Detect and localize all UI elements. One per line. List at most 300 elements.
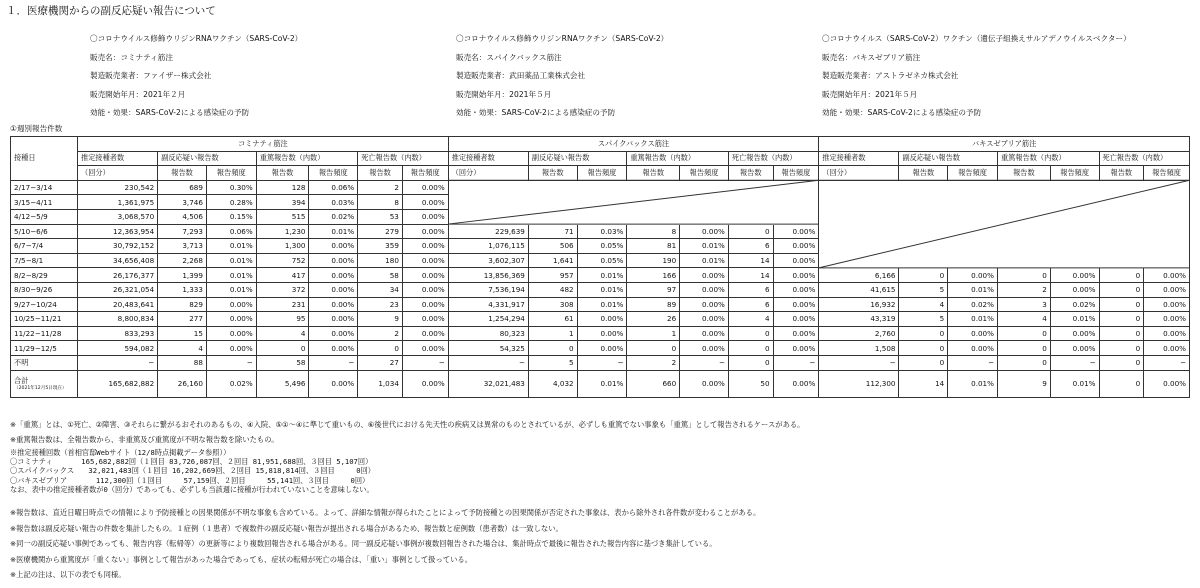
value-cell: 0.00% (402, 209, 448, 224)
value-cell: 0.02% (1050, 297, 1099, 312)
date-cell: 11/29−12/5 (11, 341, 78, 356)
empty-cell (528, 195, 577, 210)
vaccine-effect: 効能・効果：SARS-CoV-2による感染症の予防 (90, 108, 250, 117)
empty-cell (448, 209, 528, 224)
empty-cell (899, 239, 948, 254)
value-cell: 0.00% (1144, 268, 1190, 283)
empty-cell (1050, 209, 1099, 224)
value-cell: 0.00% (402, 282, 448, 297)
value-cell: 0.00% (773, 239, 819, 254)
header-row-metrics (11, 151, 1190, 166)
table-row (11, 253, 1190, 268)
metric-header: 推定接種者数 (819, 151, 899, 166)
value-cell: 0.15% (206, 209, 256, 224)
total-value-cell: 165,682,882 (78, 370, 158, 397)
sub-header: 報告数 (158, 166, 207, 181)
table-row (11, 355, 1190, 370)
value-cell: 0.00% (680, 224, 729, 239)
value-cell: 26,321,054 (78, 282, 158, 297)
date-cell: 11/22−11/28 (11, 326, 78, 341)
value-cell: 9 (358, 312, 403, 327)
value-cell: 1 (528, 326, 577, 341)
value-cell: 0.00% (948, 341, 998, 356)
value-cell: 8 (627, 224, 680, 239)
empty-cell (627, 180, 680, 195)
value-cell: 0.00% (1050, 282, 1099, 297)
value-cell: 0.00% (773, 341, 819, 356)
sub-header: 報告頻度 (402, 166, 448, 181)
vaccine-info-comirnaty (90, 30, 302, 123)
vaccine-brand: 販売名：コミナティ筋注 (90, 52, 173, 62)
value-cell: 0.01% (577, 297, 627, 312)
value-cell: 0 (627, 341, 680, 356)
value-cell: 43,319 (819, 312, 899, 327)
value-cell: 0.00% (680, 326, 729, 341)
value-cell: 0.01% (206, 253, 256, 268)
value-cell: 0 (1099, 312, 1144, 327)
vaccine-start: 販売開始年月：2021年２月 (90, 89, 186, 99)
empty-cell (773, 180, 819, 195)
value-cell: 417 (256, 268, 309, 283)
value-cell: 4 (158, 341, 207, 356)
total-value-cell: 0.01% (948, 370, 998, 397)
value-cell: 0.00% (773, 268, 819, 283)
value-cell: 0.02% (309, 209, 358, 224)
value-cell: 26,176,377 (78, 268, 158, 283)
table-row (11, 341, 1190, 356)
value-cell: 1,641 (528, 253, 577, 268)
date-cell: 7/5−8/1 (11, 253, 78, 268)
value-cell: − (819, 355, 899, 370)
total-date-note: （2021年12月5日現在） (14, 385, 67, 391)
empty-cell (627, 195, 680, 210)
date-cell: 不明 (11, 355, 78, 370)
value-cell: 7,536,194 (448, 282, 528, 297)
total-value-cell: 0 (1099, 370, 1144, 397)
empty-cell (773, 209, 819, 224)
empty-cell (997, 224, 1050, 239)
empty-cell (448, 180, 528, 195)
empty-cell (1050, 239, 1099, 254)
value-cell: 0.00% (402, 253, 448, 268)
value-cell: 4 (728, 312, 773, 327)
total-value-cell: 9 (997, 370, 1050, 397)
value-cell: 89 (627, 297, 680, 312)
note-line: ※重篤報告数は、全報告数から、非重篤及び重篤度が不明な報告数を除いたもの。 (10, 435, 279, 444)
value-cell: 20,483,641 (78, 297, 158, 312)
value-cell: 0.00% (402, 239, 448, 254)
value-cell: 0.01% (577, 282, 627, 297)
value-cell: 97 (627, 282, 680, 297)
sub-header: 報告頻度 (1144, 166, 1190, 181)
notes-top (10, 417, 804, 447)
value-cell: 3,746 (158, 195, 207, 210)
vaccine-brand: 販売名：バキスゼブリア筋注 (822, 52, 921, 62)
value-cell: 0.01% (948, 282, 998, 297)
value-cell: 0.00% (680, 282, 729, 297)
value-cell: 594,082 (78, 341, 158, 356)
sub-header: （回分） (78, 166, 158, 181)
vaccine-maker: 製造販売業者：武田薬品工業株式会社 (456, 71, 586, 80)
sub-header: 報告頻度 (680, 166, 729, 181)
value-cell: 3,602,307 (448, 253, 528, 268)
empty-cell (1144, 224, 1190, 239)
value-cell: 80,323 (448, 326, 528, 341)
note-line: ※「重篤」とは、①死亡、②障害、③それらに繋がるおそれのあるもの、④入院、⑤①〜④に準じて重いもの、⑥後世代における先天性の疾病又は異常のものとされているが、必ずしも重篤でない事象も「重篤」として報告されるケースがある。 (10, 420, 805, 429)
value-cell: 0.00% (402, 312, 448, 327)
value-cell: 0.00% (773, 312, 819, 327)
total-row (11, 370, 1190, 397)
value-cell: 359 (358, 239, 403, 254)
value-cell: 58 (256, 355, 309, 370)
metric-header: 死亡報告数（内数） (1099, 151, 1190, 166)
value-cell: 0 (1099, 355, 1144, 370)
metric-header: 死亡報告数（内数） (728, 151, 818, 166)
vaccine-effect: 効能・効果：SARS-CoV-2による感染症の予防 (822, 108, 982, 117)
estimated-doses-block: ※推定接種回数（首相官邸Webサイト（12/8時点掲載データ参照）） 〇コミナティ 165,682,882回（１回目 83,726,087回、２回目 81,951,688回、３回目 5,107回） 〇スパイクバックス 32,021,483回（１回目 16,202,669回、２回目 15,818,814回、３回目 0回） 〇バキスゼブリア 112,300回（１回目 57,159回、２回目 55,141回、３回目 0回） なお、表中の推定接種者数が0（回分）であっても、必ずしも当該週に接種が行われていないことを意味しない。 (10, 448, 375, 494)
value-cell: 482 (528, 282, 577, 297)
value-cell: − (680, 355, 729, 370)
empty-cell (899, 195, 948, 210)
note-line: ※報告数は、直近日曜日時点での情報により予防接種との因果関係が不明な事象も含めている。よって、詳細な情報が得られたことによって予防接種との因果関係が否定された事象は、表から除外され各件数が変わることがある。 (10, 508, 761, 517)
value-cell: 23 (358, 297, 403, 312)
value-cell: 752 (256, 253, 309, 268)
value-cell: 0.00% (680, 312, 729, 327)
value-cell: 0.00% (402, 297, 448, 312)
value-cell: 833,293 (78, 326, 158, 341)
value-cell: 0.00% (577, 326, 627, 341)
value-cell: 2 (997, 282, 1050, 297)
value-cell: 0.00% (948, 326, 998, 341)
value-cell: 231 (256, 297, 309, 312)
empty-cell (1099, 180, 1144, 195)
value-cell: 30,792,152 (78, 239, 158, 254)
value-cell: 180 (358, 253, 403, 268)
value-cell: − (577, 355, 627, 370)
vaccine-info-spikevax (456, 30, 668, 123)
value-cell: 308 (528, 297, 577, 312)
value-cell: 0.01% (577, 268, 627, 283)
sub-header: 報告数 (528, 166, 577, 181)
empty-cell (899, 253, 948, 268)
value-cell: 0 (997, 326, 1050, 341)
value-cell: − (309, 355, 358, 370)
empty-cell (948, 239, 998, 254)
value-cell: 14 (728, 253, 773, 268)
value-cell: − (948, 355, 998, 370)
sub-header: 報告数 (997, 166, 1050, 181)
value-cell: 0 (899, 355, 948, 370)
vaccine-maker: 製造販売業者：ファイザー株式会社 (90, 71, 212, 80)
value-cell: 506 (528, 239, 577, 254)
sub-header: 報告数 (899, 166, 948, 181)
value-cell: 0.00% (577, 341, 627, 356)
date-cell: 8/2−8/29 (11, 268, 78, 283)
note-line: ※上記の注は、以下の表でも同様。 (10, 570, 126, 579)
total-value-cell: 32,021,483 (448, 370, 528, 397)
value-cell: 0.00% (206, 326, 256, 341)
header-row-subheaders (11, 166, 1190, 181)
empty-cell (448, 195, 528, 210)
date-cell: 3/15−4/11 (11, 195, 78, 210)
table-row (11, 180, 1190, 195)
metric-header: 重篤報告数（内数） (256, 151, 358, 166)
value-cell: 4 (997, 312, 1050, 327)
value-cell: 1,230 (256, 224, 309, 239)
metric-header: 推定接種者数 (448, 151, 528, 166)
value-cell: 2,268 (158, 253, 207, 268)
total-value-cell: 26,160 (158, 370, 207, 397)
value-cell: 0.00% (773, 326, 819, 341)
value-cell: 0 (997, 341, 1050, 356)
empty-cell (819, 195, 899, 210)
value-cell: 0.00% (206, 312, 256, 327)
sub-header: 報告数 (627, 166, 680, 181)
value-cell: 3,068,570 (78, 209, 158, 224)
empty-cell (1144, 195, 1190, 210)
value-cell: 128 (256, 180, 309, 195)
empty-cell (728, 180, 773, 195)
value-cell: 0.00% (309, 341, 358, 356)
date-cell: 10/25−11/21 (11, 312, 78, 327)
value-cell: 0 (1099, 297, 1144, 312)
header-row-groups (11, 137, 1190, 152)
group-header: バキスゼブリア筋注 (819, 137, 1190, 152)
empty-cell (728, 195, 773, 210)
value-cell: 4,331,917 (448, 297, 528, 312)
value-cell: 13,856,369 (448, 268, 528, 283)
table-row (11, 282, 1190, 297)
empty-cell (997, 195, 1050, 210)
value-cell: 3 (997, 297, 1050, 312)
value-cell: 1,076,115 (448, 239, 528, 254)
value-cell: 0.00% (773, 224, 819, 239)
sub-header: 報告頻度 (1050, 166, 1099, 181)
value-cell: 5 (899, 312, 948, 327)
value-cell: 0.01% (1050, 312, 1099, 327)
table-row (11, 239, 1190, 254)
empty-cell (680, 195, 729, 210)
value-cell: 0.00% (1050, 341, 1099, 356)
table-row (11, 224, 1190, 239)
total-value-cell: 0.00% (402, 370, 448, 397)
value-cell: 1,300 (256, 239, 309, 254)
value-cell: 2 (358, 326, 403, 341)
metric-header: 死亡報告数（内数） (358, 151, 448, 166)
group-header: コミナティ筋注 (78, 137, 449, 152)
total-label: 合計 (14, 375, 29, 385)
empty-cell (948, 195, 998, 210)
value-cell: − (402, 355, 448, 370)
value-cell: 0.00% (402, 195, 448, 210)
total-value-cell: 14 (899, 370, 948, 397)
value-cell: 0.00% (680, 297, 729, 312)
value-cell: 8,800,834 (78, 312, 158, 327)
value-cell: 0.01% (206, 268, 256, 283)
empty-cell (1099, 253, 1144, 268)
value-cell: 0 (728, 341, 773, 356)
value-cell: − (78, 355, 158, 370)
total-label-cell (11, 370, 78, 397)
value-cell: 14 (728, 268, 773, 283)
value-cell: 1,508 (819, 341, 899, 356)
value-cell: 3,713 (158, 239, 207, 254)
date-cell: 6/7−7/4 (11, 239, 78, 254)
value-cell: 0 (1099, 326, 1144, 341)
note-line: ※医療機関から重篤度が「重くない」事例として報告があった場合であっても、症状の転帰が死亡の場合は、「重い」事例として扱っている。 (10, 554, 473, 564)
vaccine-info-vaxzevria (822, 30, 1131, 123)
value-cell: 166 (627, 268, 680, 283)
empty-cell (899, 180, 948, 195)
value-cell: 0.00% (948, 268, 998, 283)
sub-header: 報告頻度 (948, 166, 998, 181)
empty-cell (819, 209, 899, 224)
total-value-cell: 4,032 (528, 370, 577, 397)
value-cell: 0.00% (1144, 312, 1190, 327)
value-cell: 0 (899, 326, 948, 341)
value-cell: 689 (158, 180, 207, 195)
vaccine-name: 〇コロナウイルス修飾ウリジンRNAワクチン（SARS-CoV-2） (90, 34, 303, 43)
empty-cell (773, 195, 819, 210)
value-cell: 0.00% (773, 297, 819, 312)
value-cell: 6 (728, 282, 773, 297)
empty-cell (948, 209, 998, 224)
empty-cell (1099, 195, 1144, 210)
value-cell: 0.03% (577, 224, 627, 239)
metric-header: 副反応疑い報告数 (899, 151, 997, 166)
value-cell: 0.00% (1144, 282, 1190, 297)
note-line: ※同一の副反応疑い事例であっても、報告内容（転帰等）の更新等により複数回報告される場合がある。同一副反応疑い事例が複数回報告された場合は、集計時点で最後に報告された報告内容に基づき集計している。 (10, 539, 717, 548)
total-value-cell: 660 (627, 370, 680, 397)
empty-cell (1099, 224, 1144, 239)
value-cell: − (773, 355, 819, 370)
value-cell: 0.02% (948, 297, 998, 312)
value-cell: 1,333 (158, 282, 207, 297)
value-cell: 0 (256, 341, 309, 356)
empty-cell (1099, 239, 1144, 254)
value-cell: 16,932 (819, 297, 899, 312)
metric-header: 重篤報告数（内数） (627, 151, 729, 166)
value-cell: 61 (528, 312, 577, 327)
value-cell: 0.05% (577, 253, 627, 268)
vaccine-name: 〇コロナウイルス（SARS-CoV-2）ワクチン（遺伝子組換えサルアデノウイルスベクター） (822, 34, 1131, 43)
page-title: １．医療機関からの副反応疑い報告について (6, 5, 216, 17)
date-cell: 9/27−10/24 (11, 297, 78, 312)
empty-cell (997, 180, 1050, 195)
value-cell: 2 (627, 355, 680, 370)
vaccine-maker: 製造販売業者：アストラゼネカ株式会社 (822, 71, 959, 80)
value-cell: 0.00% (1050, 326, 1099, 341)
value-cell: 190 (627, 253, 680, 268)
value-cell: 81 (627, 239, 680, 254)
value-cell: 54,325 (448, 341, 528, 356)
sub-header: 報告数 (728, 166, 773, 181)
value-cell: 0.01% (206, 282, 256, 297)
empty-cell (819, 180, 899, 195)
value-cell: 0.00% (309, 268, 358, 283)
total-value-cell: 0.02% (206, 370, 256, 397)
value-cell: 0.01% (948, 312, 998, 327)
total-value-cell: 0.00% (1144, 370, 1190, 397)
value-cell: 88 (158, 355, 207, 370)
value-cell: 27 (358, 355, 403, 370)
value-cell: 0.00% (402, 268, 448, 283)
value-cell: 0.00% (680, 268, 729, 283)
total-value-cell: 0.01% (577, 370, 627, 397)
table-row (11, 326, 1190, 341)
empty-cell (997, 239, 1050, 254)
value-cell: 0.00% (206, 341, 256, 356)
value-cell: 0.00% (1144, 341, 1190, 356)
date-column-header: 接種日 (11, 137, 78, 181)
value-cell: 0 (899, 341, 948, 356)
value-cell: 0.00% (1050, 268, 1099, 283)
empty-cell (819, 224, 899, 239)
total-value-cell: 0.01% (1050, 370, 1099, 397)
empty-cell (899, 224, 948, 239)
sub-header: 報告数 (1099, 166, 1144, 181)
value-cell: 6,166 (819, 268, 899, 283)
sub-header: 報告数 (256, 166, 309, 181)
value-cell: 1 (627, 326, 680, 341)
value-cell: 1,399 (158, 268, 207, 283)
table-row (11, 209, 1190, 224)
value-cell: 0 (1099, 268, 1144, 283)
metric-header: 重篤報告数（内数） (997, 151, 1099, 166)
empty-cell (528, 180, 577, 195)
empty-cell (1050, 224, 1099, 239)
value-cell: 829 (158, 297, 207, 312)
value-cell: 0 (728, 355, 773, 370)
value-cell: 0.00% (1144, 297, 1190, 312)
value-cell: 0.00% (309, 326, 358, 341)
vaccine-start: 販売開始年月：2021年５月 (456, 89, 552, 99)
empty-cell (899, 209, 948, 224)
notes-bottom (10, 505, 760, 583)
value-cell: 0.00% (680, 341, 729, 356)
value-cell: 4 (899, 297, 948, 312)
empty-cell (819, 253, 899, 268)
value-cell: 0 (728, 326, 773, 341)
date-cell: 4/12−5/9 (11, 209, 78, 224)
table-row (11, 268, 1190, 283)
total-value-cell: 1,034 (358, 370, 403, 397)
value-cell: 0.00% (309, 282, 358, 297)
empty-cell (997, 209, 1050, 224)
value-cell: 0.06% (309, 180, 358, 195)
total-value-cell: 0.00% (680, 370, 729, 397)
empty-cell (680, 209, 729, 224)
value-cell: 0 (728, 224, 773, 239)
date-cell: 2/17−3/14 (11, 180, 78, 195)
value-cell: 0.00% (773, 282, 819, 297)
value-cell: 0 (1099, 282, 1144, 297)
empty-cell (1050, 180, 1099, 195)
value-cell: 230,542 (78, 180, 158, 195)
metric-header: 副反応疑い報告数 (528, 151, 626, 166)
value-cell: 394 (256, 195, 309, 210)
total-value-cell: 5,496 (256, 370, 309, 397)
sub-header: 報告頻度 (577, 166, 627, 181)
value-cell: 4,506 (158, 209, 207, 224)
value-cell: 12,363,954 (78, 224, 158, 239)
value-cell: 229,639 (448, 224, 528, 239)
value-cell: 277 (158, 312, 207, 327)
value-cell: 0 (899, 268, 948, 283)
value-cell: 2,760 (819, 326, 899, 341)
table-row (11, 297, 1190, 312)
metric-header: 副反応疑い報告数 (158, 151, 256, 166)
